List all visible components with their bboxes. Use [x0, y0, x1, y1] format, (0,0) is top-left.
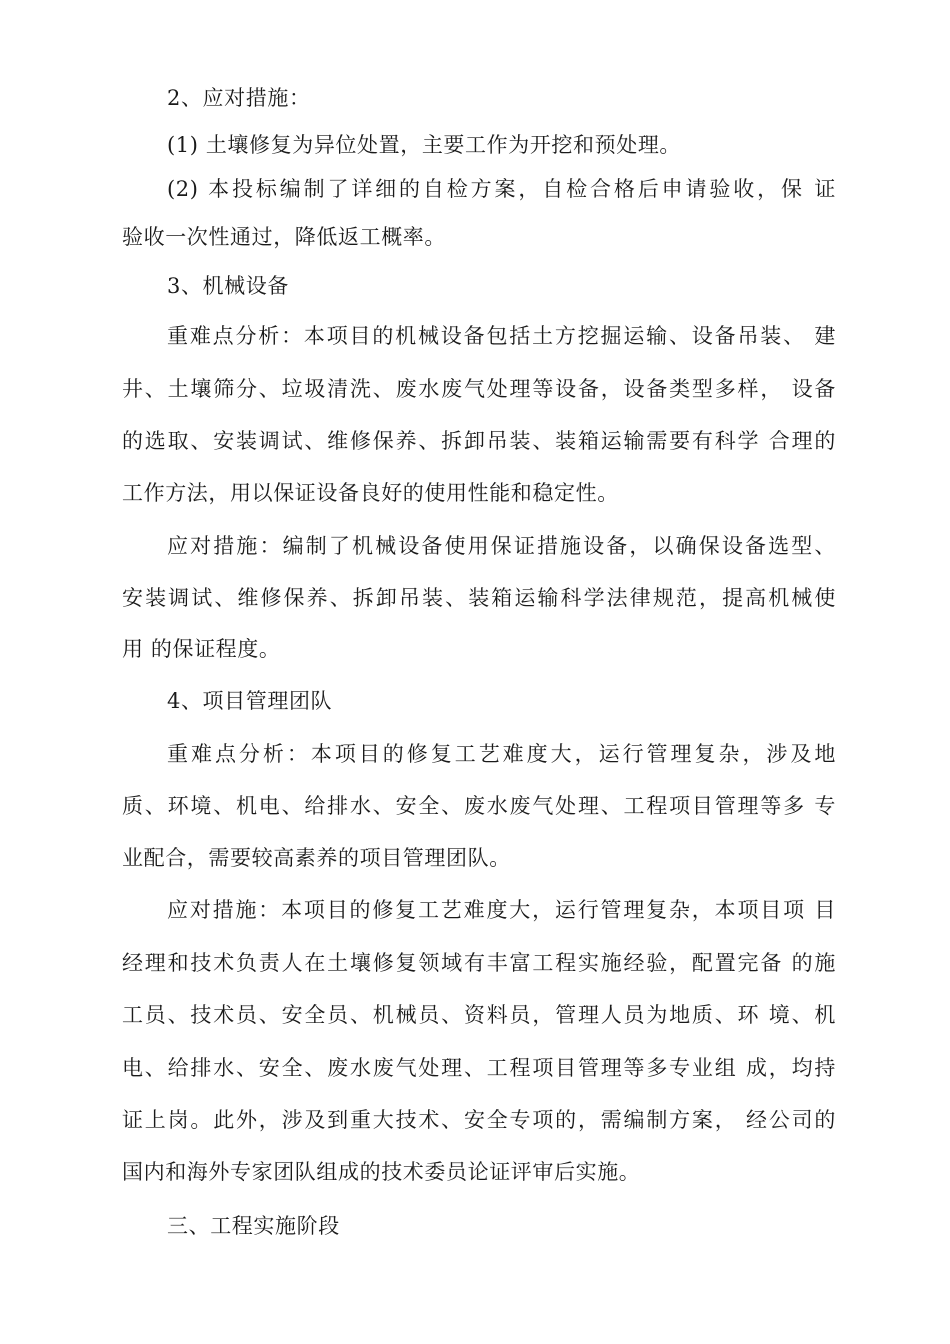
paragraph-line: 经理和技术负责人在土壤修复领域有丰富工程实施经验，配置完备 的施	[122, 951, 836, 975]
paragraph-line: 电、给排水、安全、废水废气处理、工程项目管理等多专业组 成，均持	[122, 1056, 836, 1080]
paragraph-line: 国内和海外专家团队组成的技术委员论证评审后实施。	[122, 1160, 641, 1184]
paragraph-line: 安装调试、维修保养、拆卸吊装、装箱运输科学法律规范，提高机械使	[122, 586, 836, 610]
paragraph-line: 证上岗。此外，涉及到重大技术、安全专项的，需编制方案， 经公司的	[122, 1108, 836, 1132]
paragraph-line: (1) 土壤修复为异位处置，主要工作为开挖和预处理。	[167, 133, 682, 157]
paragraph-line: 用 的保证程度。	[122, 637, 281, 661]
heading-mechanical-equipment: 3、机械设备	[167, 274, 289, 298]
paragraph-line: 井、土壤筛分、垃圾清洗、废水废气处理等设备，设备类型多样， 设备	[122, 377, 836, 401]
paragraph-line: 重难点分析：本项目的机械设备包括土方挖掘运输、设备吊装、 建	[167, 324, 836, 348]
heading-construction-phase: 三、工程实施阶段	[167, 1214, 340, 1238]
paragraph-line: (2) 本投标编制了详细的自检方案，自检合格后申请验收，保 证	[167, 177, 836, 201]
paragraph-line: 业配合，需要较高素养的项目管理团队。	[122, 846, 511, 870]
paragraph-line: 工员、技术员、安全员、机械员、资料员，管理人员为地质、环 境、机	[122, 1003, 836, 1027]
paragraph-line: 工作方法，用以保证设备良好的使用性能和稳定性。	[122, 481, 619, 505]
paragraph-line: 验收一次性通过，降低返工概率。	[122, 225, 446, 249]
paragraph-line: 应对措施：本项目的修复工艺难度大，运行管理复杂，本项目项 目	[167, 898, 836, 922]
paragraph-line: 应对措施：编制了机械设备使用保证措施设备，以确保设备选型、	[167, 534, 836, 558]
heading-project-management-team: 4、项目管理团队	[167, 689, 333, 713]
paragraph-line: 质、环境、机电、给排水、安全、废水废气处理、工程项目管理等多 专	[122, 794, 836, 818]
heading-response-measures: 2、应对措施：	[167, 86, 311, 110]
paragraph-line: 重难点分析：本项目的修复工艺难度大，运行管理复杂，涉及地	[167, 742, 836, 766]
paragraph-line: 的选取、安装调试、维修保养、拆卸吊装、装箱运输需要有科学 合理的	[122, 429, 836, 453]
